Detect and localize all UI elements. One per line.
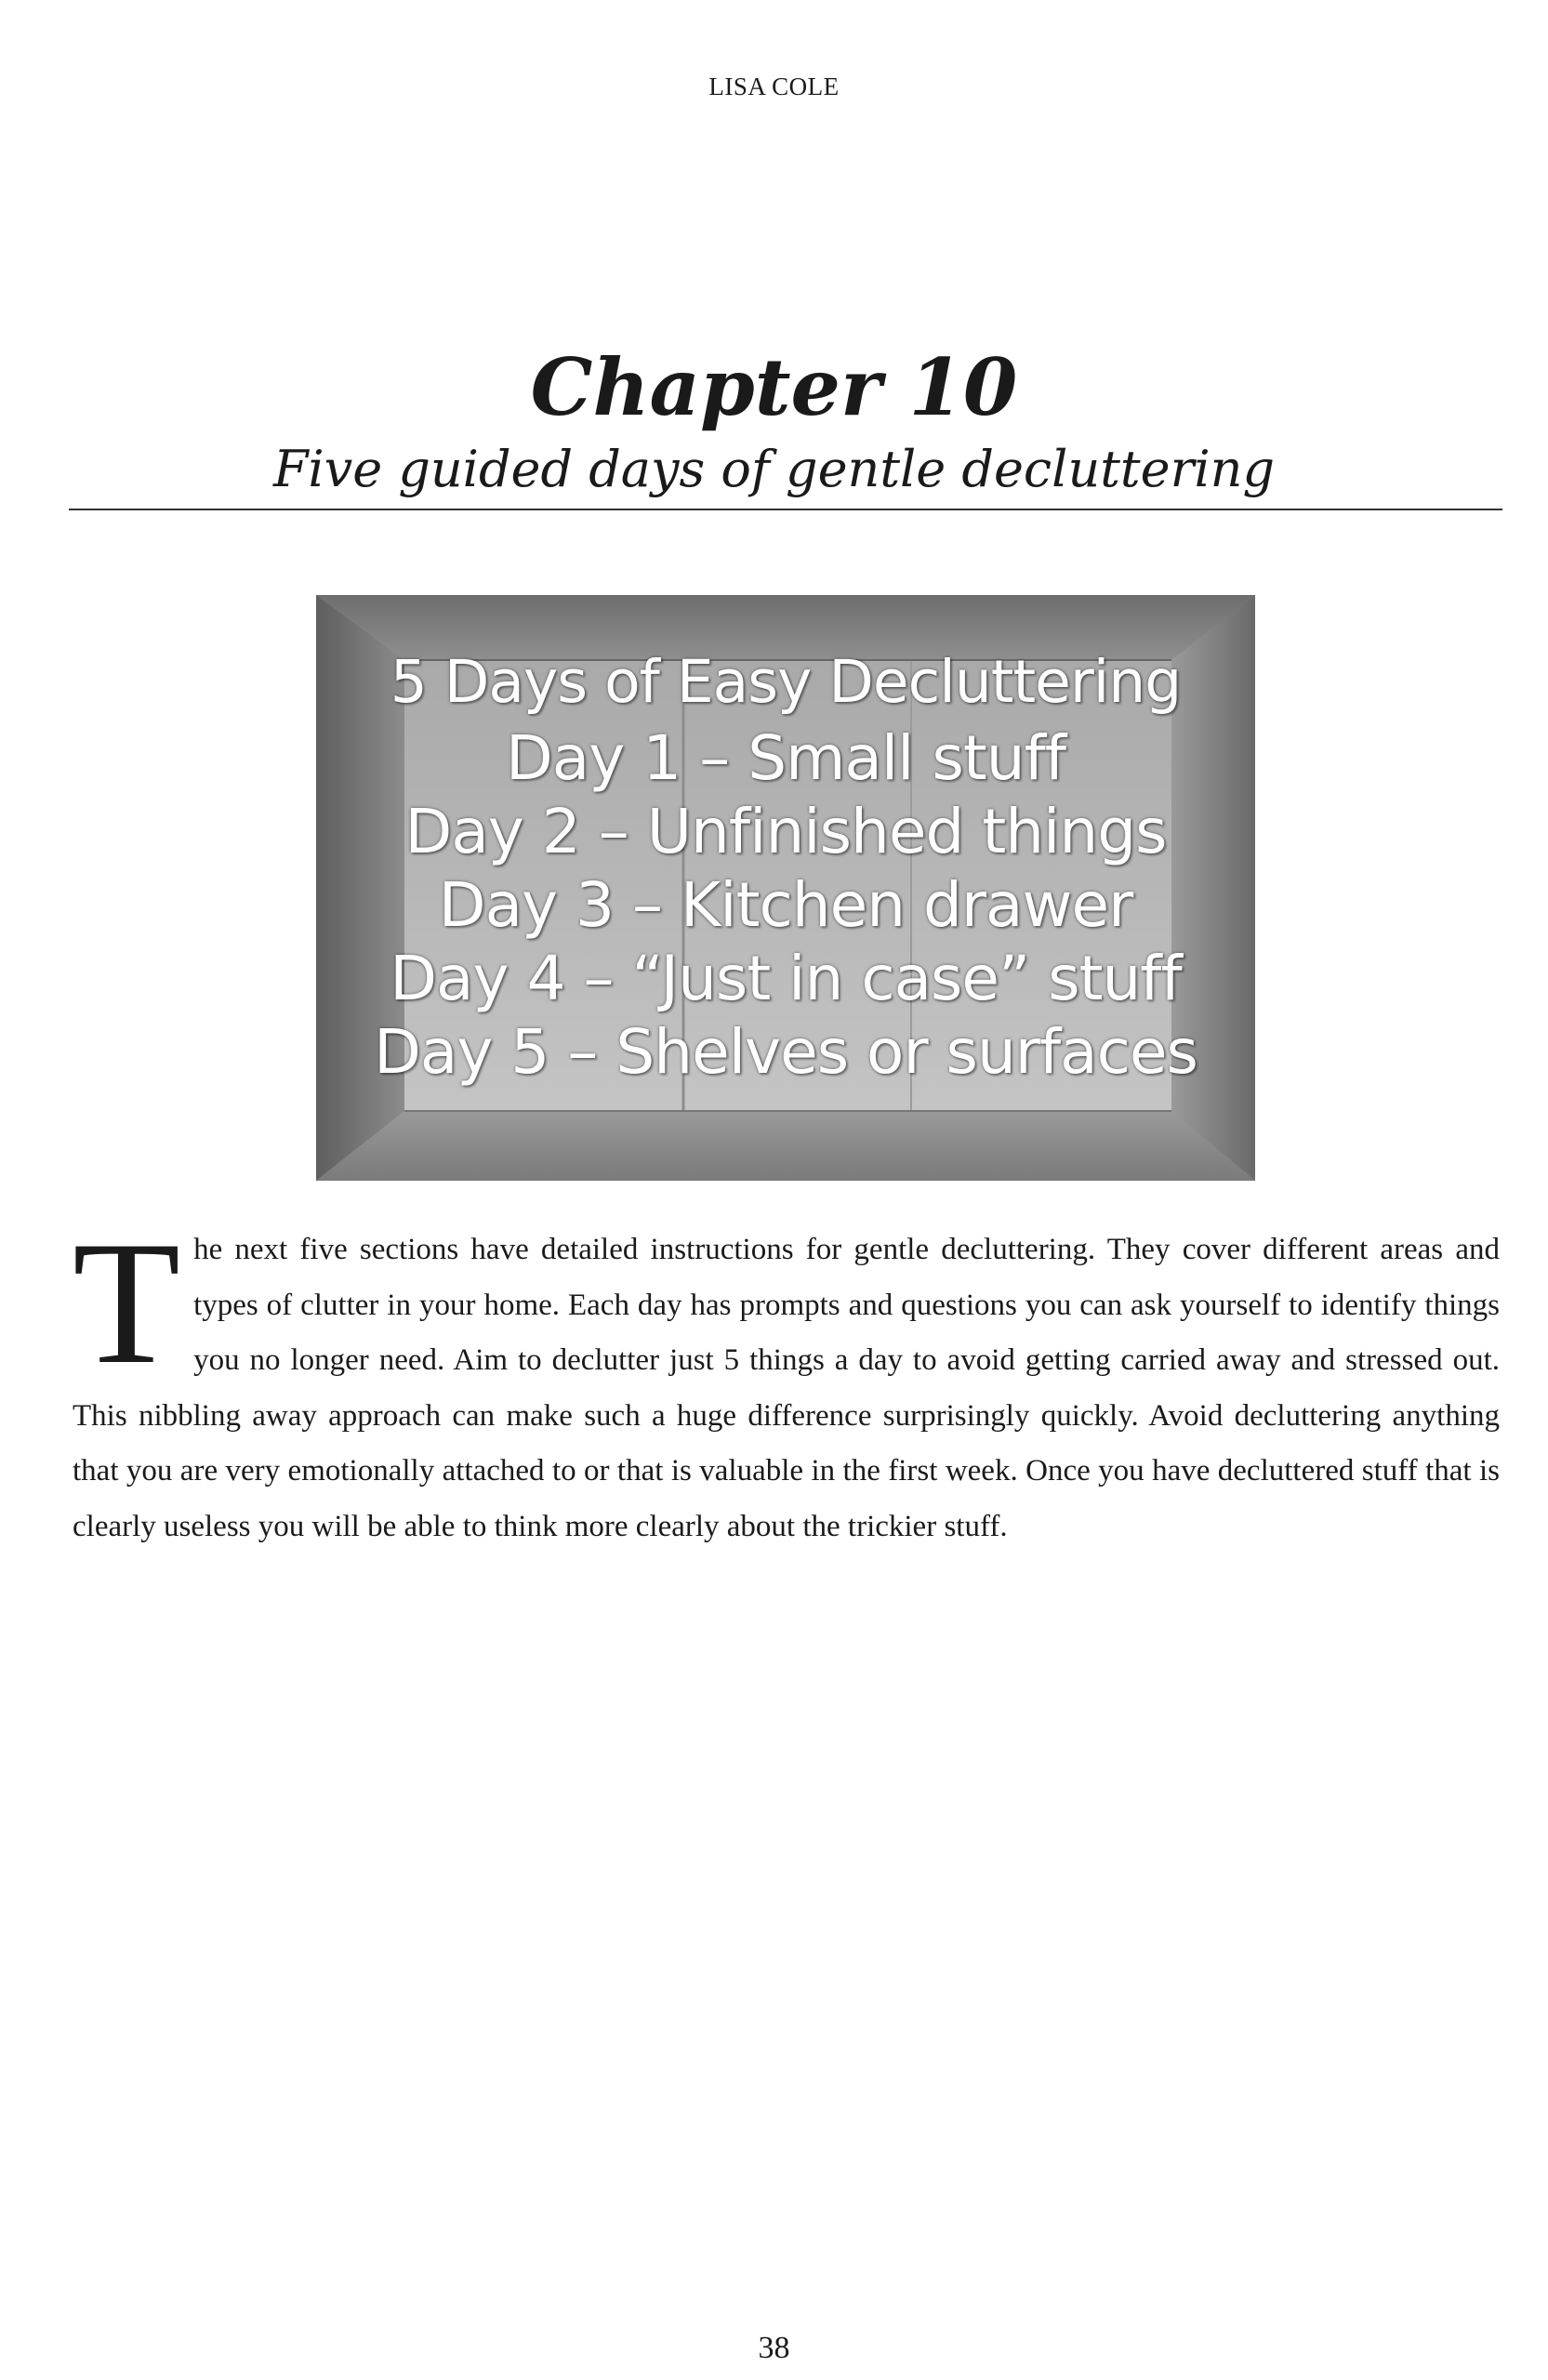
day-5-label: Day 5 – Shelves or surfaces	[374, 1016, 1197, 1088]
intro-paragraph	[73, 1206, 1500, 1554]
day-1-label: Day 1 – Small stuff	[505, 722, 1066, 794]
intro-paragraph-text: he next five sections have detailed instructions for gentle decluttering. They cover different areas and types of clutter in your home. Each day has prompts and questions you can ask yourself to identify things you no longer need. Aim to declutter just 5 things a day to avoid getting carried away and stressed out. This nibbling away approach can make such a huge difference surprisingly quickly. Avoid decluttering anything that you are very emotionally attached to or that is valuable in the first week. Once you have decluttered stuff that is clearly useless you will be able to think more clearly about the trickier stuff.	[73, 1233, 1500, 1543]
drop-cap: T	[73, 1206, 181, 1401]
day-3-label: Day 3 – Kitchen drawer	[438, 869, 1133, 941]
illustration-heading: 5 Days of Easy Decluttering	[390, 648, 1182, 716]
chapter-subtitle: Five guided days of gentle decluttering	[272, 440, 1276, 498]
running-header: LISA COLE	[708, 73, 840, 100]
title-divider	[69, 509, 1502, 510]
chapter-illustration	[316, 595, 1255, 1181]
day-4-label: Day 4 – “Just in case” stuff	[390, 943, 1182, 1014]
chapter-title: Chapter 10	[530, 341, 1018, 433]
page-number: 38	[758, 2331, 790, 2365]
day-2-label: Day 2 – Unfinished things	[404, 796, 1167, 867]
